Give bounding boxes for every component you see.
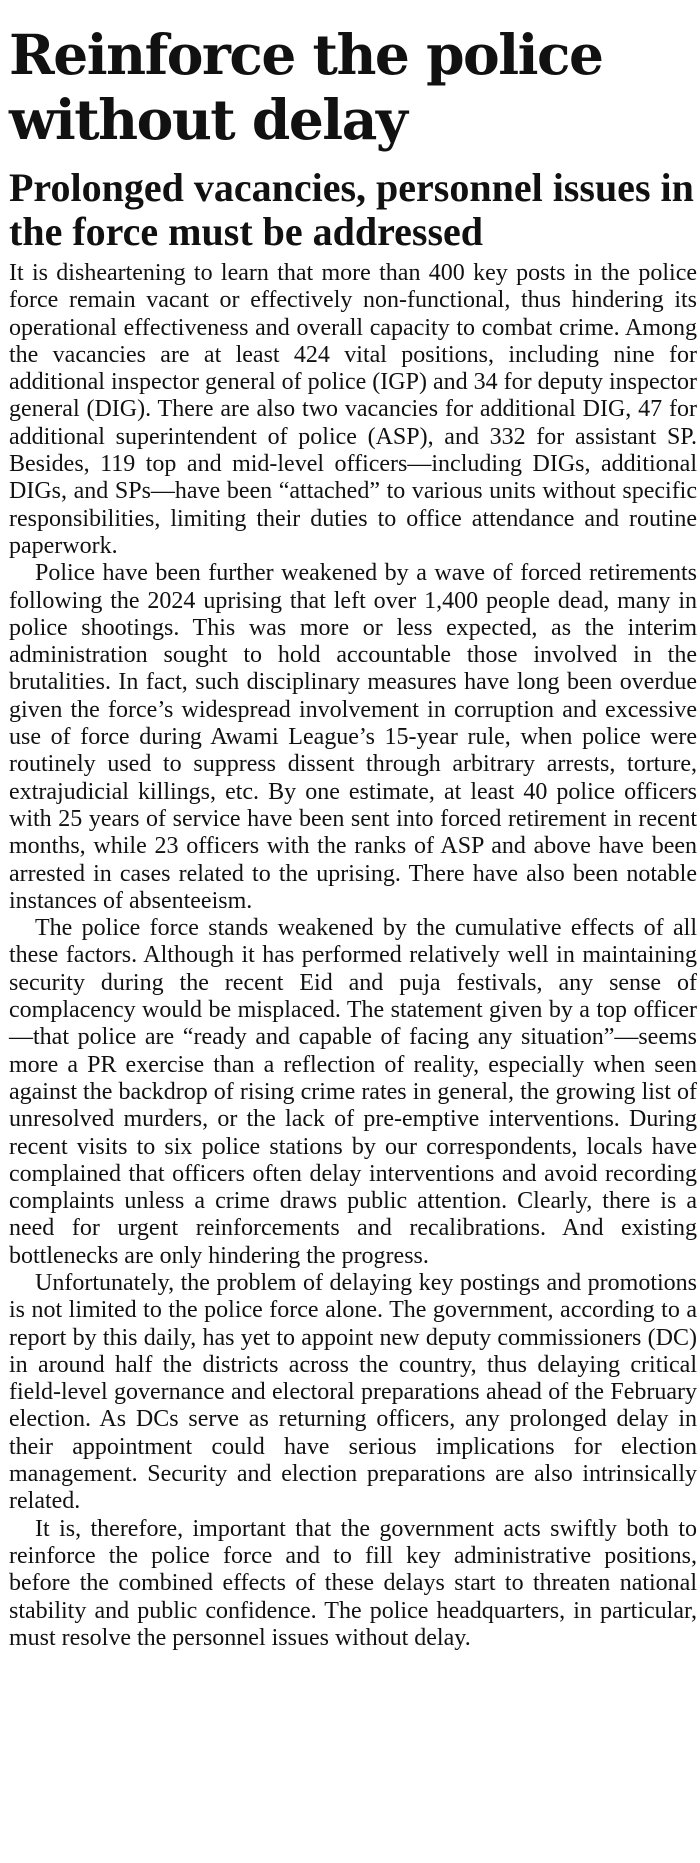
editorial-article [9, 0, 697, 1652]
article-body [9, 260, 697, 1652]
paragraph: The police force stands weakened by the cumulative effects of all these factors. Although it has performed relatively well in maintaining security during the recent Eid and puja festivals, any sense of complacency would be misplaced. The statement given by a top officer—that police are “ready and capable of facing any situation”—seems more a PR exercise than a reflection of reality, especially when seen against the backdrop of rising crime rates in general, the growing list of unresolved murders, or the lack of pre-emptive interventions. During recent visits to six police stations by our correspondents, locals have complained that officers often delay interventions and avoid recording complaints unless a crime draws public attention. Clearly, there is a need for urgent reinforcements and recalibrations. And existing bottlenecks are only hindering the progress. [9, 915, 697, 1269]
headline: Reinforce the police without delay [9, 22, 603, 152]
paragraph: It is disheartening to learn that more than 400 key posts in the police force remain vacant or effectively non-functional, thus hindering its operational effectiveness and overall capacity to combat crime. Among the vacancies are at least 424 vital positions, including nine for additional inspector general of police (IGP) and 34 for deputy inspector general (DIG). There are also two vacancies for additional DIG, 47 for additional superintendent of police (ASP), and 332 for assistant SP. Besides, 119 top and mid-level officers—including DIGs, additional DIGs, and SPs—have been “attached” to various units without specific responsibilities, limiting their duties to office attendance and routine paperwork. [9, 260, 697, 559]
subheadline: Prolonged vacancies, personnel issues in the force must be addressed [9, 165, 694, 254]
paragraph: Police have been further weakened by a wave of forced retirements following the 2024 uprising that left over 1,400 people dead, many in police shootings. This was more or less expected, as the interim administration sought to hold accountable those involved in the brutalities. In fact, such disciplinary measures have long been overdue given the force’s widespread involvement in corruption and excessive use of force during Awami League’s 15-year rule, when police were routinely used to suppress dissent through arbitrary arrests, torture, extrajudicial killings, etc. By one estimate, at least 40 police officers with 25 years of service have been sent into forced retirement in recent months, while 23 officers with the ranks of ASP and above have been arrested in cases related to the uprising. There have also been notable instances of absenteeism. [9, 560, 697, 914]
paragraph: Unfortunately, the problem of delaying key postings and promotions is not limited to the police force alone. The government, according to a report by this daily, has yet to appoint new deputy commissioners (DC) in around half the districts across the country, thus delaying critical field-level governance and electoral preparations ahead of the February election. As DCs serve as returning officers, any prolonged delay in their appointment could have serious implications for election management. Security and election preparations are also intrinsically related. [9, 1269, 697, 1515]
paragraph: It is, therefore, important that the government acts swiftly both to reinforce the police force and to fill key administrative positions, before the combined effects of these delays start to threaten national stability and public confidence. The police headquarters, in particular, must resolve the personnel issues without delay. [9, 1515, 697, 1651]
